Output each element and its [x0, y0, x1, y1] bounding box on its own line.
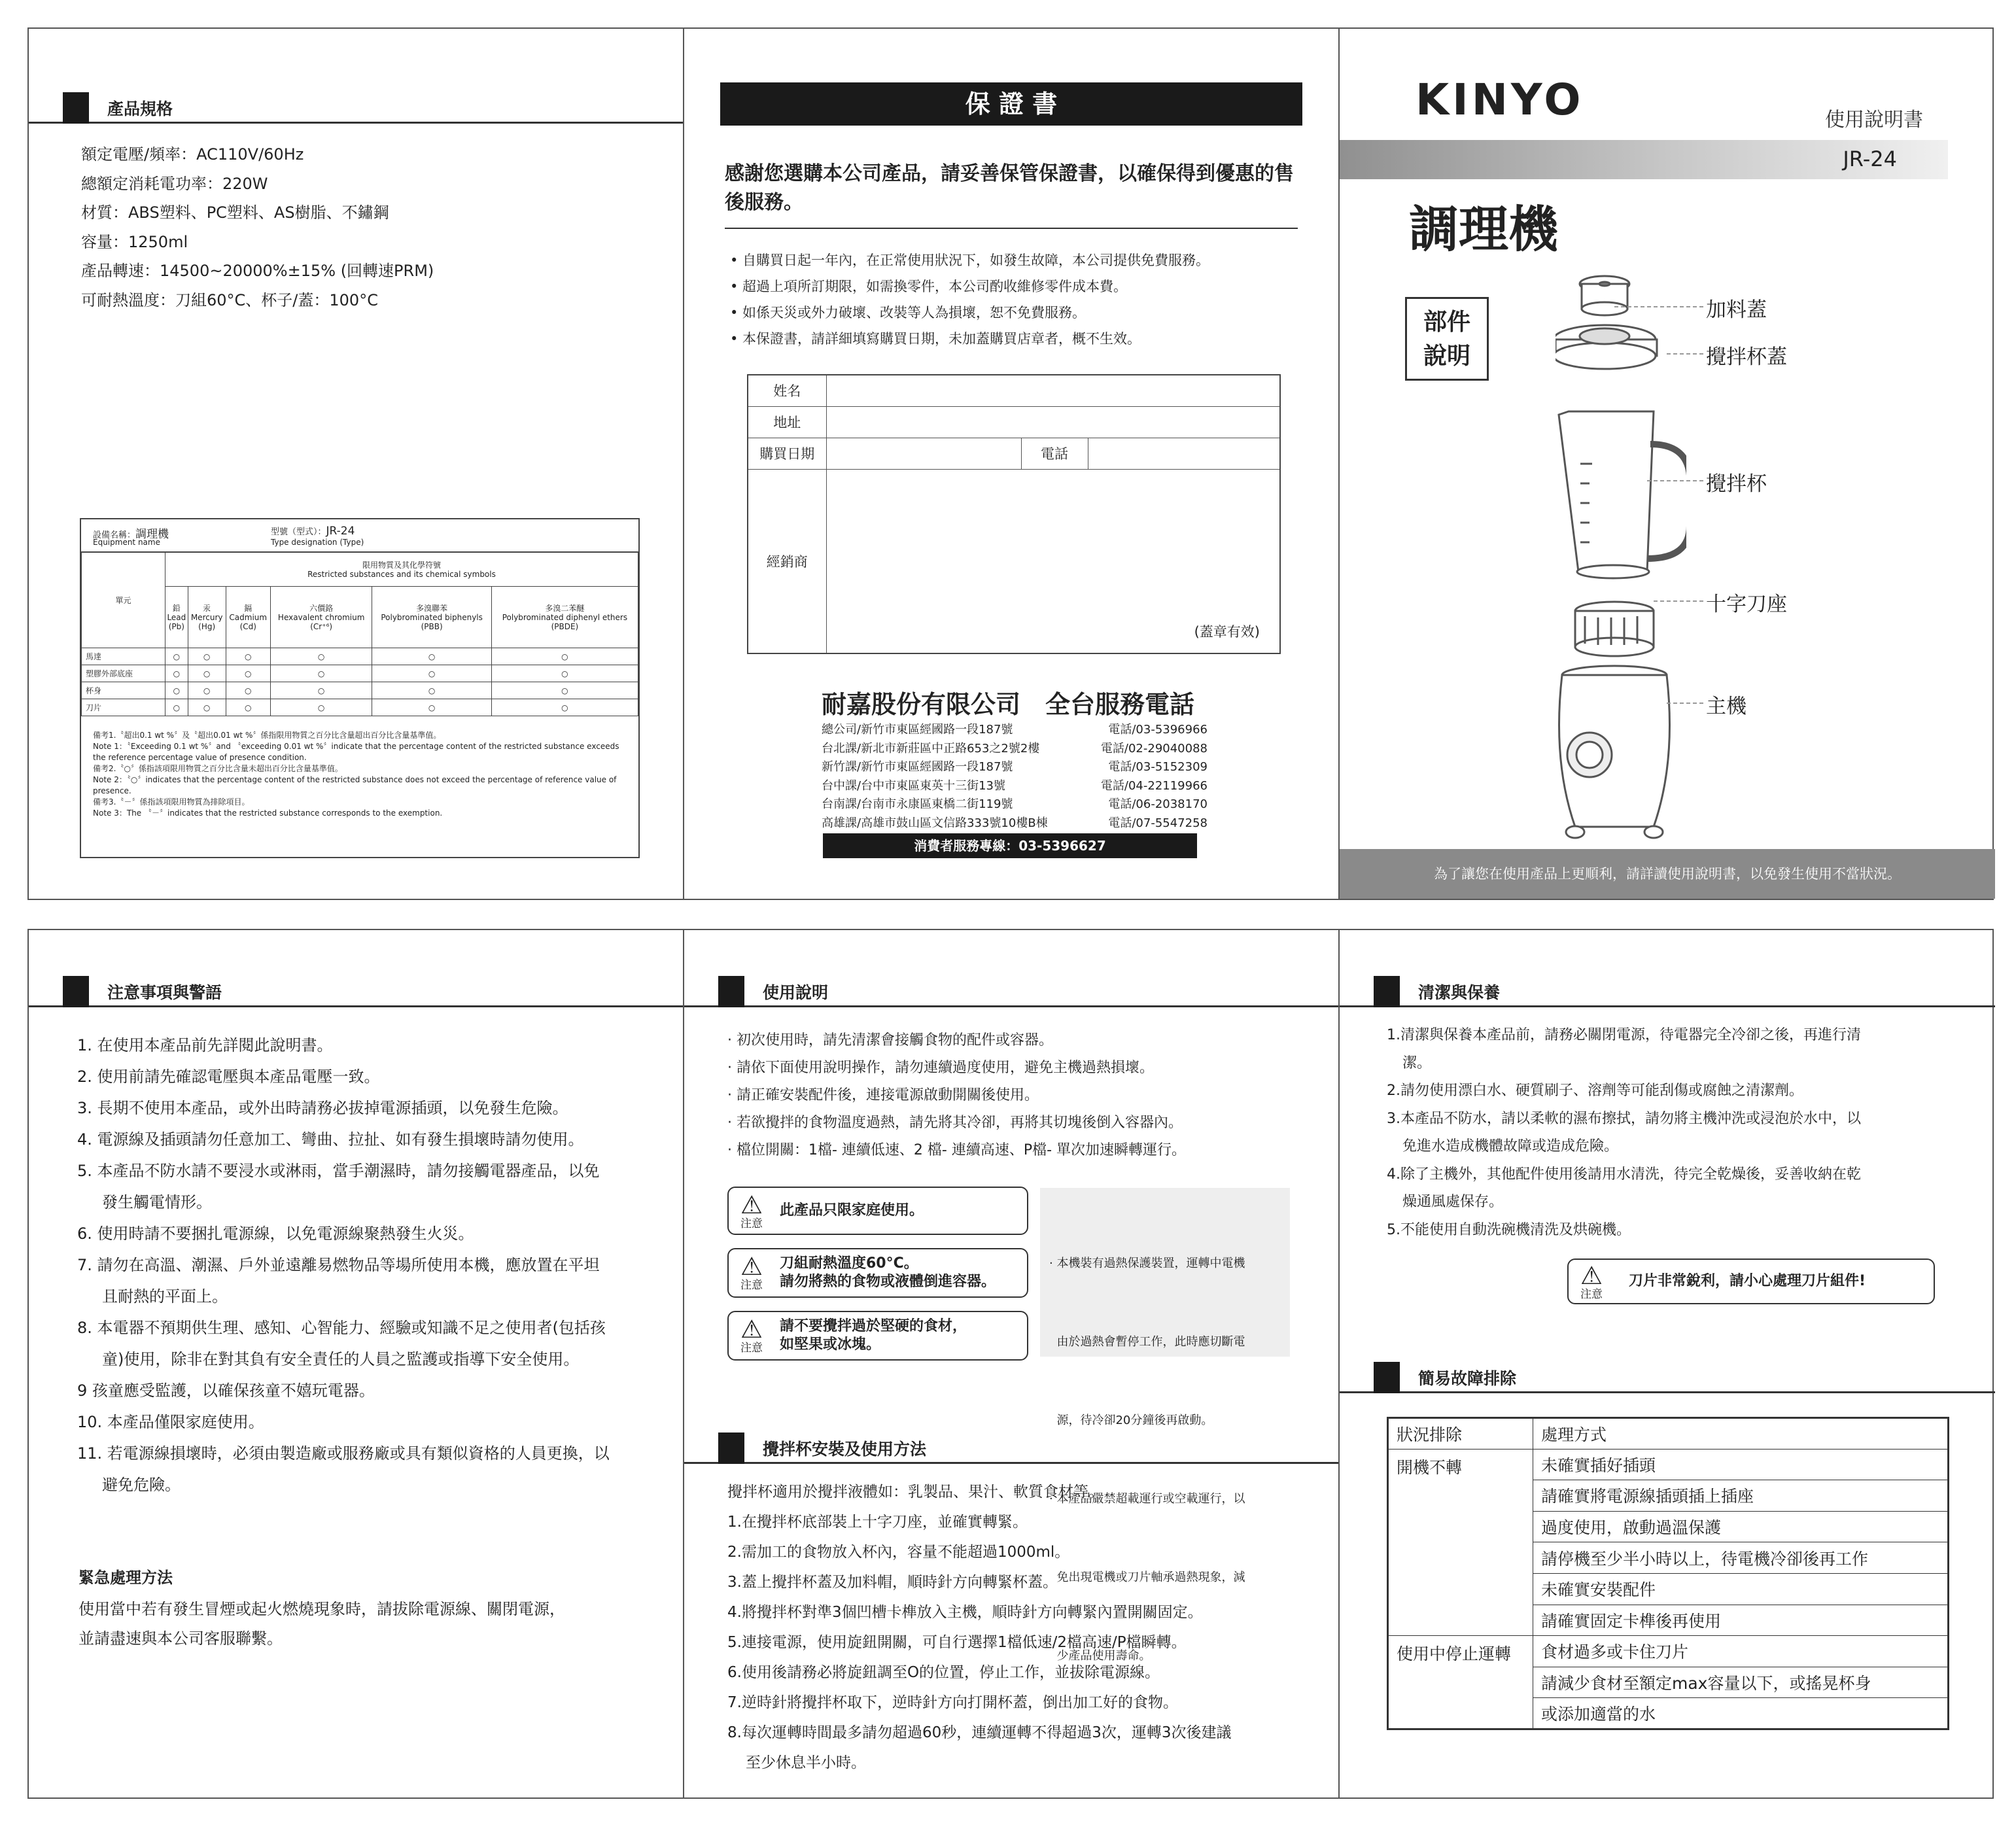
intro-divider [725, 228, 1298, 229]
emergency-title: 緊急處理方法 [78, 1569, 173, 1587]
info-line: 少產品使用壽命。 [1049, 1649, 1151, 1663]
office-row: 台北課/新北市新莊區中正路653之2號2樓 電話/02-29040088 [822, 741, 1208, 755]
safety-item: 10. 本產品僅限家庭使用。 [77, 1413, 264, 1431]
stamp-note: (蓋章有效) [1194, 624, 1260, 640]
form-phone-label: 電話 [1021, 438, 1088, 469]
caution-heat [727, 1248, 1028, 1298]
product-name: 調理機 [1409, 200, 1558, 258]
cleaning-item: 2.請勿使用漂白水、硬質刷子、溶劑等可能刮傷或腐蝕之清潔劑。 [1387, 1083, 1803, 1099]
rohs-row: 刀片 ○ ○ ○ ○ ○ ○ [82, 699, 638, 716]
trouble-issue: 開機不轉 [1388, 1449, 1533, 1636]
trouble-header [1340, 1362, 1995, 1393]
install-step: 至少休息半小時。 [746, 1754, 866, 1771]
warranty-terms [730, 247, 1209, 352]
type-label-cn: 型號（型式）： [271, 527, 326, 537]
blade-base-icon [1575, 602, 1654, 656]
info-line: · 本產品嚴禁超載運行或空載運行，以 [1049, 1492, 1245, 1506]
model-number: JR-24 [1843, 147, 1897, 171]
safety-item: 且耐熱的平面上。 [102, 1287, 228, 1306]
safety-list [77, 1030, 610, 1501]
cleaning-item: 免進水造成機體故障或造成危險。 [1402, 1138, 1619, 1155]
leader-line [1654, 600, 1703, 602]
trouble-action: 未確實安裝配件 [1533, 1573, 1949, 1605]
usage-panel [684, 930, 1340, 1797]
form-dealer-field[interactable] [826, 469, 1280, 653]
cleaning-item: 3.本產品不防水，請以柔軟的濕布擦拭，請勿將主機沖洗或浸泡於水中，以 [1387, 1110, 1861, 1127]
substances-header-en: Restricted substances and its chemical symbols [307, 569, 496, 579]
trouble-action: 請確實將電源線插頭插上插座 [1533, 1480, 1949, 1512]
trouble-issue: 使用中停止運轉 [1388, 1636, 1533, 1729]
usage-item: · 請依下面使用說明操作，請勿連續過度使用，避免主機過熱損壞。 [727, 1060, 1154, 1076]
section-marker [1374, 1362, 1400, 1393]
install-step: 5.連接電源，使用旋鈕開關，可自行選擇1檔低速/2檔高速/P檔瞬轉。 [727, 1634, 1187, 1651]
cleaning-list [1387, 1022, 1861, 1244]
safety-item: 8. 本電器不預期供生理、感知、心智能力、經驗或知識不足之使用者(包括孩 [77, 1319, 606, 1337]
part-label-blade-base: 十字刀座 [1706, 593, 1787, 616]
install-step: 1.在攪拌杯底部裝上十字刀座，並確實轉緊。 [727, 1514, 1028, 1531]
top-sheet [27, 27, 1994, 900]
warning-icon: ⚠ 注意 [740, 1315, 763, 1355]
office-row: 總公司/新竹市東區經國路一段187號 電話/03-5396966 [822, 723, 1208, 737]
cleaning-item: 1.清潔與保養本產品前，請務必關閉電源，待電器完全冷卻之後，再進行清 [1387, 1027, 1861, 1043]
caution-text: 請不要攪拌過於堅硬的食材， [780, 1318, 967, 1334]
install-step: 2.需加工的食物放入杯內，容量不能超過1000ml。 [727, 1544, 1070, 1561]
hotline: 消費者服務專線：03-5396627 [914, 838, 1106, 854]
trouble-action: 請減少食材至額定max容量以下，或搖晃杯身 [1533, 1667, 1949, 1698]
info-line: 免出現電機或刀片軸承過熱現象，減 [1049, 1571, 1245, 1584]
section-marker [63, 92, 89, 124]
safety-item: 6. 使用時請不要捆扎電源線，以免電源線聚熱發生火災。 [77, 1224, 474, 1243]
spec-item: 產品轉速：14500~20000%±15% (回轉速PRM) [81, 262, 434, 280]
leader-line [1647, 480, 1703, 481]
cover-panel [1340, 29, 1995, 899]
rohs-notes [93, 730, 628, 819]
office-row: 台中課/台中市東區東英十三街13號 電話/04-22119966 [822, 778, 1208, 793]
rohs-table [81, 552, 638, 716]
caution-text: 刀組耐熱溫度60°C。 [780, 1255, 918, 1272]
substances-header-cn: 限用物質及其化學符號 [362, 560, 441, 570]
warning-icon: ⚠ 注意 [740, 1190, 763, 1230]
rohs-declaration [80, 518, 640, 858]
usage-item: · 若欲攪拌的食物溫度過熱，請先將其冷卻，再將其切塊後倒入容器內。 [727, 1115, 1183, 1131]
install-step: 8.每次運轉時間最多請勿超過60秒，連續運轉不得超過3次，運轉3次後建議 [727, 1724, 1232, 1741]
install-header [684, 1432, 1338, 1464]
safety-item: 避免危險。 [102, 1476, 181, 1494]
install-step: 攪拌杯適用於攪拌液體如：乳製品、果汁、軟質食材等。 [727, 1484, 1104, 1501]
spec-item: 材質：ABS塑料、PC塑料、AS樹脂、不鏽鋼 [81, 203, 389, 222]
info-line: 由於過熱會暫停工作，此時應切斷電 [1049, 1335, 1245, 1349]
part-label-feed-cap: 加料蓋 [1706, 298, 1767, 322]
trouble-action: 過度使用，啟動過溫保護 [1533, 1511, 1949, 1542]
safety-item: 童)使用，除非在對其負有安全責任的人員之監護或指導下安全使用。 [102, 1350, 580, 1368]
warning-icon: ⚠ 注意 [740, 1252, 763, 1292]
trouble-action: 或添加適當的水 [1533, 1698, 1949, 1729]
trouble-head-issue: 狀況排除 [1388, 1418, 1533, 1450]
rohs-note: Note 3：The 〝－〞indicates that the restricted substance corresponds to the exemption. [93, 808, 443, 818]
warranty-title: 保 證 書 [965, 90, 1058, 118]
info-line: 源，待冷卻20分鐘後再啟動。 [1049, 1414, 1213, 1427]
trouble-head-action: 處理方式 [1533, 1418, 1949, 1450]
specs-panel [29, 29, 684, 899]
warning-icon: ⚠ 注意 [1580, 1261, 1603, 1301]
install-list [727, 1477, 1231, 1778]
warranty-panel [684, 29, 1340, 899]
cleaning-header [1340, 976, 1995, 1007]
caution-text: 請勿將熱的食物或液體倒進容器。 [780, 1274, 996, 1290]
caution-home-use [727, 1187, 1028, 1235]
spec-item: 額定電壓/頻率：AC110V/60Hz [81, 145, 304, 164]
caution-hard-food [727, 1311, 1028, 1361]
warranty-term: • 超過上項所訂期限，如需換零件，本公司酌收維修零件成本費。 [730, 279, 1128, 294]
form-name-field[interactable] [826, 375, 1280, 406]
warranty-form [747, 374, 1281, 654]
rohs-note: 備考3.〝－〞係指該項限用物質為排除項目。 [93, 797, 250, 807]
office-row: 新竹課/新竹市東區經國路一段187號 電話/03-5152309 [822, 760, 1208, 774]
section-marker [63, 976, 89, 1007]
part-label-cup: 攪拌杯 [1706, 472, 1767, 496]
safety-title: 注意事項與警語 [107, 983, 222, 1002]
cover-footer [1340, 849, 1995, 899]
spec-item: 容量：1250ml [81, 232, 188, 251]
trouble-title: 簡易故障排除 [1418, 1369, 1517, 1388]
cleaning-item: 4.除了主機外，其他配件使用後請用水清洗，待完全乾燥後，妥善收納在乾 [1387, 1166, 1861, 1183]
usage-item: · 檔位開關：1檔- 連續低速、2 檔- 連續高速、P檔- 單次加速瞬轉運行。 [727, 1142, 1187, 1158]
rohs-row: 馬達 ○ ○ ○ ○ ○ ○ [82, 648, 638, 665]
safety-item: 1. 在使用本產品前先詳閱此說明書。 [77, 1036, 333, 1054]
cleaning-item: 燥通風處保存。 [1402, 1194, 1504, 1210]
substance-mercury: 汞 Mercury (Hg) [188, 587, 226, 648]
warranty-title-bar [720, 82, 1302, 126]
trouble-action: 食材過多或卡住刀片 [1533, 1636, 1949, 1667]
substance-pbde: 多溴二苯醚 Polybrominated diphenyl ethers (PBDE) [491, 587, 638, 648]
caution-text: 此產品只限家庭使用。 [780, 1202, 924, 1219]
usage-item: · 請正確安裝配件後，連接電源啟動開關後使用。 [727, 1087, 1039, 1103]
safety-header [29, 976, 683, 1007]
model-band [1340, 140, 1948, 179]
safety-panel [29, 930, 684, 1797]
form-dealer-label: 經銷商 [748, 469, 826, 653]
form-name-label: 姓名 [748, 375, 826, 406]
blender-illustration [1555, 264, 1686, 853]
spec-item: 可耐熱溫度：刀組60°C、杯子/蓋：100°C [81, 290, 378, 309]
substance-chromium: 六價鉻 Hexavalent chromium (Cr⁺⁶) [270, 587, 372, 648]
rohs-note: 備考1.〝超出0.1 wt %〞及〝超出0.01 wt %〞係指限用物質之百分比含量超出百分比含量基準值。 [93, 731, 442, 740]
troubleshooting-table [1387, 1417, 1949, 1730]
emergency-line: 並請盡速與本公司客服聯繫。 [78, 1629, 283, 1648]
safety-item: 3. 長期不使用本產品，或外出時請務必拔掉電源插頭，以免發生危險。 [77, 1099, 568, 1117]
office-row: 高雄課/高雄市鼓山區文信路333號10樓B棟 電話/07-5547258 [822, 816, 1208, 830]
overheat-info-box [1040, 1188, 1290, 1663]
safety-item: 4. 電源線及插頭請勿任意加工、彎曲、拉扯、如有發生損壞時請勿使用。 [77, 1130, 584, 1149]
install-title: 攪拌杯安裝及使用方法 [763, 1440, 927, 1459]
caution-text: 如堅果或冰塊。 [780, 1336, 881, 1353]
section-marker [1374, 976, 1400, 1007]
trouble-action: 未確實插好插頭 [1533, 1449, 1949, 1480]
unit-header: 單元 [82, 553, 165, 648]
part-label-cup-lid: 攪拌杯蓋 [1706, 345, 1787, 369]
trouble-action: 請停機至少半小時以上，待電機冷卻後再工作 [1533, 1542, 1949, 1574]
form-address-field[interactable] [826, 406, 1280, 438]
section-marker [718, 976, 744, 1007]
specs-header [29, 92, 683, 124]
safety-item: 2. 使用前請先確認電壓與本產品電壓一致。 [77, 1068, 380, 1086]
spec-item: 總額定消耗電功率：220W [81, 174, 268, 193]
install-step: 7.逆時針將攪拌杯取下，逆時針方向打開杯蓋，倒出加工好的食物。 [727, 1694, 1178, 1711]
cleaning-item: 5.不能使用自動洗碗機清洗及烘碗機。 [1387, 1221, 1631, 1238]
usage-list [727, 1027, 1186, 1164]
usage-item: · 初次使用時，請先清潔會接觸食物的配件或容器。 [727, 1032, 1053, 1049]
rohs-row: 杯身 ○ ○ ○ ○ ○ ○ [82, 682, 638, 699]
equip-name: 調理機 [135, 528, 169, 541]
cleaning-item: 潔。 [1402, 1054, 1432, 1071]
office-list [822, 721, 1208, 833]
install-step: 3.蓋上攪拌杯蓋及加料帽，順時針方向轉緊杯蓋。 [727, 1574, 1058, 1591]
safety-item: 發生觸電情形。 [102, 1193, 212, 1211]
safety-item: 7. 請勿在高溫、潮濕、戶外並遠離易燃物品等場所使用本機，應放置在平坦 [77, 1256, 600, 1274]
install-step: 4.將攪拌杯對準3個凹槽卡榫放入主機，順時針方向轉緊內置開關固定。 [727, 1604, 1203, 1621]
info-line: · 本機裝有過熱保護裝置，運轉中電機 [1049, 1257, 1245, 1270]
leader-line [1614, 306, 1703, 307]
install-step: 6.使用後請務必將旋鈕調至O的位置，停止工作，並拔除電源線。 [727, 1664, 1160, 1681]
warranty-term: • 本保證書，請詳細填寫購買日期，未加蓋購買店章者，概不生效。 [730, 331, 1141, 347]
form-date-field[interactable] [826, 438, 1021, 469]
specs-list [81, 140, 434, 315]
manual-label: 使用說明書 [1825, 109, 1923, 131]
warranty-term: • 自購買日起一年內，在正常使用狀況下，如發生故障，本公司提供免費服務。 [730, 252, 1210, 268]
usage-title: 使用說明 [763, 983, 829, 1002]
caution-sharp-blade [1567, 1259, 1935, 1304]
rohs-note: Note 1：〝Exceeding 0.1 wt %〞and 〝exceeding 0.01 wt %〞indicate that the percentage content of the restricted substance exceeds the reference percentage value of presence condition. [93, 742, 619, 762]
bottom-sheet [27, 929, 1994, 1799]
rohs-row: 塑膠外部底座 ○ ○ ○ ○ ○ ○ [82, 665, 638, 682]
cleaning-panel [1340, 930, 1995, 1797]
usage-header [684, 976, 1338, 1007]
rohs-note: Note 2：〝○〞indicates that the percentage content of the restricted substance does not exceed the percentage of reference value of presence. [93, 775, 617, 795]
parts-label-line2: 說明 [1423, 343, 1470, 370]
form-phone-field[interactable] [1088, 438, 1280, 469]
office-row: 台南課/台南市永康區東橋二街119號 電話/06-2038170 [822, 797, 1208, 811]
form-address-label: 地址 [748, 406, 826, 438]
feed-cap-icon [1580, 276, 1629, 315]
blender-cup-icon [1559, 411, 1686, 578]
trouble-action: 請確實固定卡榫後再使用 [1533, 1605, 1949, 1636]
company-heading: 耐嘉股份有限公司 全台服務電話 [822, 690, 1195, 719]
substance-lead: 鉛 Lead (Pb) [165, 587, 188, 648]
cup-lid-icon [1555, 325, 1657, 369]
rohs-note: 備考2.〝○〞係指該項限用物質之百分比含量未超出百分比含量基準值。 [93, 764, 343, 773]
substance-cadmium: 鎘 Cadmium (Cd) [226, 587, 270, 648]
leader-line [1667, 703, 1703, 704]
motor-base-icon [1559, 666, 1670, 838]
hotline-bar [823, 833, 1197, 858]
emergency-line: 使用當中若有發生冒煙或起火燃燒現象時，請拔除電源線、關閉電源， [78, 1600, 565, 1618]
parts-label-box [1405, 297, 1489, 381]
cleaning-title: 清潔與保養 [1418, 983, 1501, 1002]
safety-item: 9 孩童應受監護，以確保孩童不嬉玩電器。 [77, 1381, 375, 1400]
equip-label-cn: 設備名稱： [93, 530, 136, 540]
part-label-motor-base: 主機 [1706, 695, 1747, 718]
specs-title: 產品規格 [107, 99, 173, 118]
warranty-term: • 如係天災或外力破壞、改裝等人為損壞，恕不免費服務。 [730, 305, 1086, 321]
type-value: JR-24 [326, 525, 355, 538]
rohs-info-row [81, 519, 638, 552]
section-marker [718, 1432, 744, 1464]
warranty-intro: 感謝您選購本公司產品，請妥善保管保證書，以確保得到優惠的售後服務。 [725, 162, 1294, 214]
safety-item: 11. 若電源線損壞時，必須由製造廠或服務廠或具有類似資格的人員更換，以 [77, 1444, 610, 1463]
safety-item: 5. 本產品不防水請不要浸水或淋雨，當手潮濕時，請勿接觸電器產品，以免 [77, 1162, 600, 1180]
substance-pbb: 多溴聯苯 Polybrominated biphenyls (PBB) [372, 587, 491, 648]
emergency-text [78, 1595, 565, 1653]
type-label-en: Type designation (Type) [271, 538, 364, 547]
footer-note: 為了讓您在使用產品上更順利，請詳讀使用說明書，以免發生使用不當狀況。 [1434, 866, 1901, 882]
kinyo-logo: KINYO [1416, 75, 1584, 125]
parts-label-line1: 部件 [1423, 309, 1470, 336]
caution-text: 刀片非常銳利，請小心處理刀片組件! [1629, 1273, 1866, 1289]
form-date-label: 購買日期 [748, 438, 826, 469]
equip-label-en: Equipment name [93, 538, 160, 547]
leader-line [1667, 353, 1703, 355]
substances-header [165, 553, 638, 587]
